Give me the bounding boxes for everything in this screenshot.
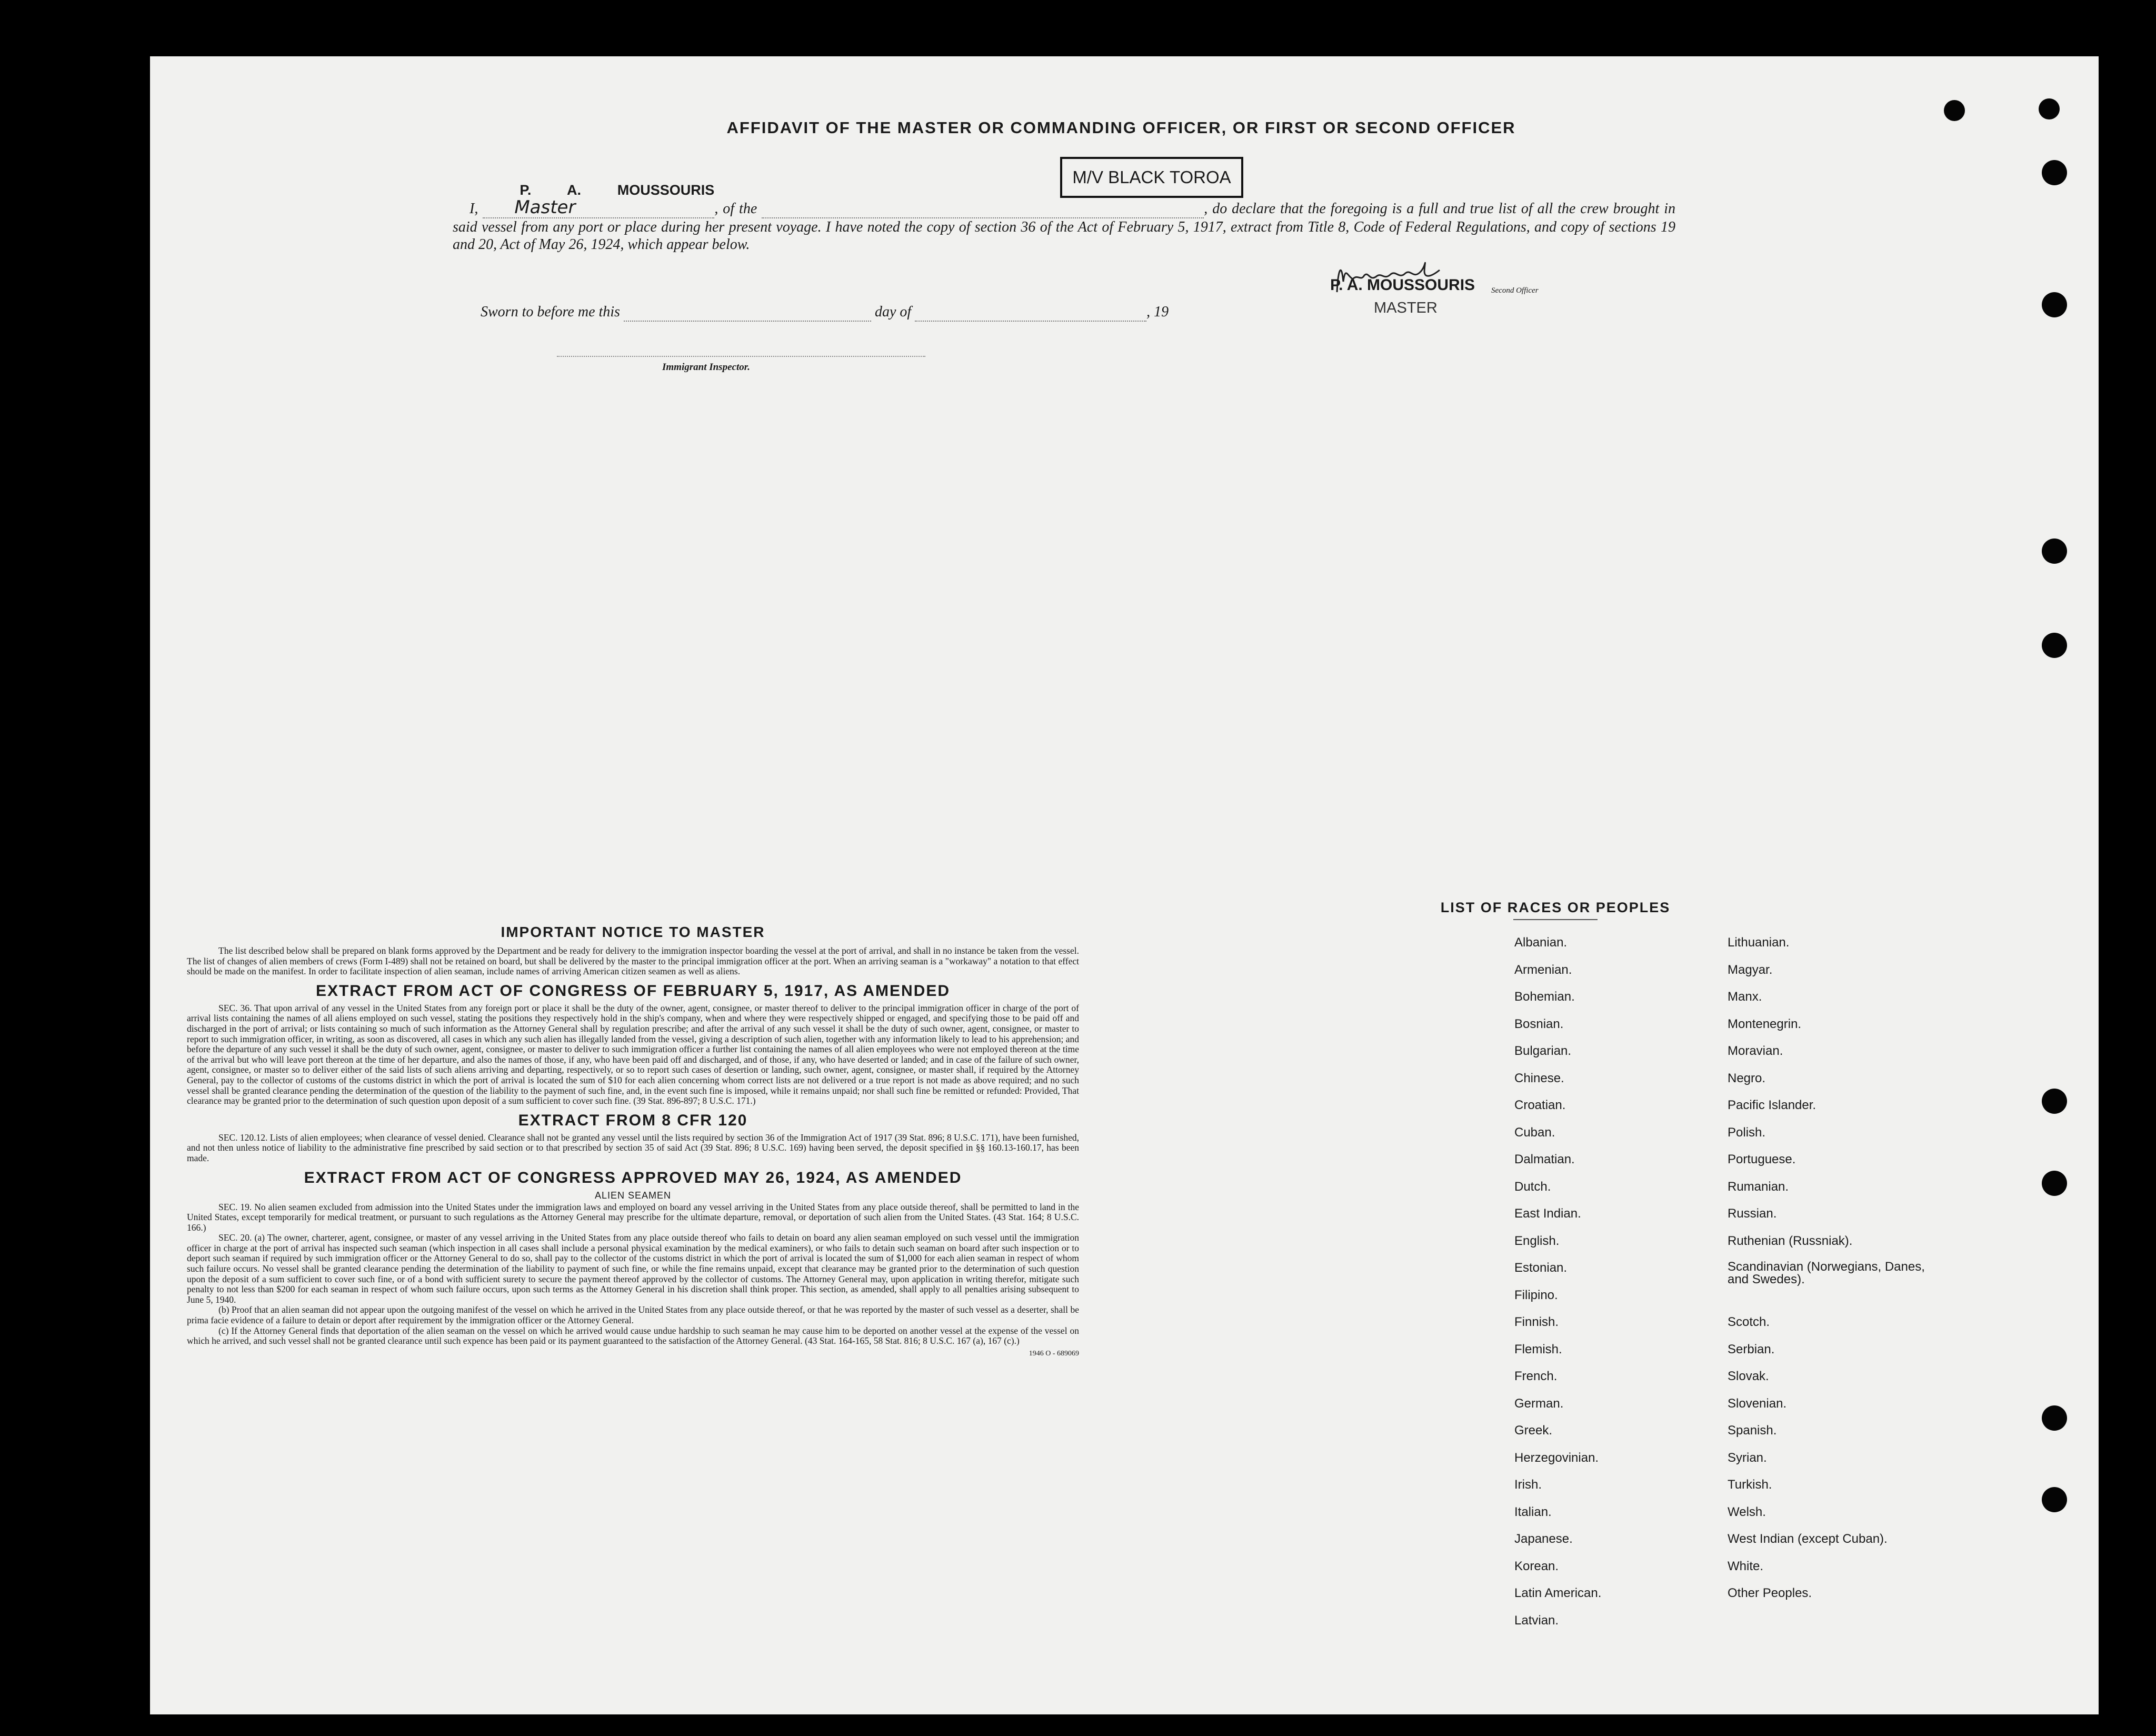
race-item: German. bbox=[1514, 1396, 1564, 1411]
race-item: Polish. bbox=[1728, 1125, 1766, 1140]
race-item: Dalmatian. bbox=[1514, 1152, 1575, 1166]
punch-hole bbox=[2042, 1171, 2067, 1196]
punch-hole bbox=[2042, 1405, 2067, 1431]
races-title: LIST OF RACES OR PEOPLES bbox=[1440, 900, 1671, 915]
race-item: Rumanian. bbox=[1728, 1179, 1789, 1194]
signature-title: MASTER bbox=[1374, 300, 1438, 316]
race-item: Herzegovinian. bbox=[1514, 1450, 1599, 1465]
races-title-rule bbox=[1513, 919, 1598, 920]
race-item: Bohemian. bbox=[1514, 990, 1575, 1004]
race-item: West Indian (except Cuban). bbox=[1728, 1532, 1888, 1546]
race-item: Korean. bbox=[1514, 1559, 1559, 1573]
race-item: Syrian. bbox=[1728, 1450, 1767, 1465]
races-list bbox=[1329, 900, 1925, 1628]
race-item: Moravian. bbox=[1728, 1044, 1783, 1058]
extract-cfr-text: SEC. 120.12. Lists of alien employees; when clearance of vessel denied. Clearance shall not be granted any vessel until the lists required by section 36 of the Immigration Act of 1917 (39 Stat. 896; 8 U.S.C. 171), have been furnished, and not then unless notice of liability to the administrative fine prescribed by said section or to that prescribed by section 35 of said Act (39 Stat. 896; 8 U.S.C. 169) having been served, the deposit specified in §§ 160.13-160.17, has been made. bbox=[187, 1132, 1079, 1163]
notices-section bbox=[187, 924, 1079, 1358]
race-item: Flemish. bbox=[1514, 1342, 1562, 1356]
race-item: Slovenian. bbox=[1728, 1396, 1787, 1411]
notice-title: IMPORTANT NOTICE TO MASTER bbox=[501, 924, 765, 940]
race-item: Turkish. bbox=[1728, 1478, 1772, 1492]
master-name: P. A. MOUSSOURIS bbox=[520, 182, 715, 198]
punch-hole bbox=[2042, 160, 2067, 185]
punch-hole bbox=[2042, 1089, 2067, 1114]
punch-hole bbox=[2039, 98, 2060, 119]
race-item: Latvian. bbox=[1514, 1613, 1559, 1628]
race-item: English. bbox=[1514, 1233, 1560, 1248]
race-item: Dutch. bbox=[1514, 1179, 1551, 1194]
race-item: East Indian. bbox=[1514, 1206, 1581, 1221]
year-label: , 19 bbox=[1146, 304, 1169, 320]
race-item: Pacific Islander. bbox=[1728, 1098, 1816, 1112]
races-column-2 bbox=[1728, 935, 1928, 1613]
signature-officer-caption: Second Officer bbox=[1491, 286, 1539, 295]
punch-hole bbox=[2042, 292, 2067, 317]
race-item: Bosnian. bbox=[1514, 1016, 1564, 1031]
declaration-body: that the foregoing is a full and true list of all the crew brought in said vessel from any port or place during her present voyage. I have noted the copy of section 36 of the Act of February 5, 1917, extract from Title 8, Code of Federal Regulations, and copy of sections 19 and 20, Act of May 26, 1924, which appear below. bbox=[453, 201, 1676, 253]
affidavit-heading: AFFIDAVIT OF THE MASTER OR COMMANDING OFFICER, OR FIRST OR SECOND OFFICER bbox=[726, 118, 1516, 137]
race-item: Armenian. bbox=[1514, 962, 1572, 977]
punch-hole bbox=[2042, 1487, 2067, 1512]
race-item: Bulgarian. bbox=[1514, 1044, 1572, 1058]
race-item: Montenegrin. bbox=[1728, 1016, 1802, 1031]
notice-text: The list described below shall be prepared on blank forms approved by the Department and be ready for delivery to the immigration inspector boarding the vessel at the port of arrival, and shall in no instance be taken from the vessel. The list of changes of alien members of crews (Form I-489) shall not be retained on board, but shall be delivered by the master to the principal immigration officer at the port. When an arriving seaman is a "workaway" a notation to that effect should be made on the manifest. In order to facilitate inspection of alien seaman, include names of arriving American citizen seamen as well as aliens. bbox=[187, 945, 1079, 977]
vessel-name-stamp: M/V BLACK TOROA bbox=[1060, 157, 1243, 198]
inspector-caption: Immigrant Inspector. bbox=[662, 362, 750, 373]
race-item: Albanian. bbox=[1514, 935, 1568, 950]
print-code: 1946 O - 689069 bbox=[1029, 1349, 1079, 1358]
race-item: Filipino. bbox=[1514, 1288, 1558, 1302]
race-item: Croatian. bbox=[1514, 1098, 1566, 1112]
punch-hole bbox=[2042, 633, 2067, 658]
extract-1924-sec20a: SEC. 20. (a) The owner, charterer, agent, consignee, or master of any vessel arriving in the United States from any place outside thereof who fails to detain on board any alien seaman employed on such vessel until the immigration officer in charge at the port of arrival has inspected such seaman (which inspection in all cases shall include a personal physical examination by the medical examiners), or who fails to detain such seaman on board after such inspection or to deport such seaman if required by such immigration officer or the Attorney General to do so, shall pay to the collector of the customs district in which the port of arrival is located the sum of $1,000 for each alien seaman in respect of whom such failure occurs. No vessel shall be granted clearance pending the determination of the liability to payment of such fine, or while the fine remains unpaid, except that clearance may be granted prior to the determination of such question upon the deposit of a sum sufficient to cover such fine, or of a bond with sufficient surety to secure the payment thereof approved by the collector of customs. The Attorney General may, upon application in writing therefor, mitigate such penalty to not less than $200 for each seaman in respect of whom such failure occurs, upon such terms as the Attorney General in his discretion shall think proper. This section, as amended, shall apply to all penalties arising subsequent to June 5, 1940. bbox=[187, 1232, 1079, 1305]
race-item: Magyar. bbox=[1728, 962, 1773, 977]
race-item: Negro. bbox=[1728, 1071, 1766, 1085]
extract-1924-sec20b: (b) Proof that an alien seaman did not appear upon the outgoing manifest of the vessel on which he arrived in the United States from any place outside thereof, or that he was reported by the master of such vessel as a deserter, shall be prima facie evidence of a failure to detain or deport after requirement by the immigration officer or the Attorney General. bbox=[187, 1304, 1079, 1326]
race-item: Scandinavian (Norwegians, Danes, and Swedes). bbox=[1728, 1260, 1925, 1286]
race-item: Slovak. bbox=[1728, 1369, 1769, 1383]
extract-1924-sec19: SEC. 19. No alien seamen excluded from admission into the United States under the immigration laws and employed on board any vessel arriving in the United States from any place outside thereof, shall be permitted to land in the United States, except temporarily for medical treatment, or pursuant to such regulations as the Attorney General may prescribe for the ultimate departure, removal, or deportation of such alien from the United States. (43 Stat. 164; 8 U.S.C. 166.) bbox=[187, 1201, 1079, 1233]
race-item: Portuguese. bbox=[1728, 1152, 1796, 1166]
signature-name: P. A. MOUSSOURIS bbox=[1330, 276, 1475, 294]
race-item: Japanese. bbox=[1514, 1532, 1573, 1546]
inspector-signature-line bbox=[557, 356, 925, 357]
race-item: Chinese. bbox=[1514, 1071, 1564, 1085]
race-item: Latin American. bbox=[1514, 1586, 1602, 1600]
race-item: Estonian. bbox=[1514, 1261, 1568, 1275]
race-item: Cuban. bbox=[1514, 1125, 1555, 1140]
extract-1917-title: EXTRACT FROM ACT OF CONGRESS OF FEBRUARY 5, 1917, AS AMENDED bbox=[315, 982, 951, 1000]
sworn-line bbox=[481, 304, 1169, 322]
race-item: White. bbox=[1728, 1559, 1764, 1573]
punch-hole bbox=[2042, 538, 2067, 564]
do-declare-label: , do declare bbox=[1204, 201, 1276, 217]
document-page bbox=[150, 56, 2099, 1714]
race-item: Welsh. bbox=[1728, 1504, 1766, 1519]
race-item: Manx. bbox=[1728, 990, 1762, 1004]
extract-cfr-title: EXTRACT FROM 8 CFR 120 bbox=[518, 1111, 748, 1129]
of-the-label: , of the bbox=[714, 201, 757, 217]
race-item: Finnish. bbox=[1514, 1315, 1559, 1329]
race-item: Irish. bbox=[1514, 1478, 1542, 1492]
extract-1924-title: EXTRACT FROM ACT OF CONGRESS APPROVED MAY 26, 1924, AS AMENDED bbox=[304, 1169, 962, 1186]
races-column-1 bbox=[1514, 935, 1601, 1640]
race-item: Ruthenian (Russniak). bbox=[1728, 1233, 1853, 1248]
punch-hole bbox=[1944, 100, 1965, 121]
i-label: I, bbox=[470, 201, 478, 217]
extract-1924-subtitle: ALIEN SEAMEN bbox=[594, 1190, 672, 1201]
race-item: Scotch. bbox=[1728, 1315, 1770, 1329]
race-item: French. bbox=[1514, 1369, 1558, 1383]
master-rank: Master bbox=[514, 197, 576, 218]
extract-1917-text: SEC. 36. That upon arrival of any vessel in the United States from any foreign port or place it shall be the duty of the owner, agent, consignee, or master thereof to deliver to the principal immigration officer in charge of the port of arrival lists containing the names of all aliens employed on such vessel, stating the positions they respectively hold in the ship's company, when and where they were respectively shipped or engaged, and specifying those to be paid off and discharged in the port of arrival; or lists containing so much of such information as the Attorney General shall by regulation prescribe; and after the arrival of any such vessel it shall be the duty of such owner, agent, consignee, or master to report to such immigration officer, in writing, as soon as discovered, all cases in which any such alien has illegally landed from the vessel, giving a description of such alien, together with any information likely to lead to his apprehension; and before the departure of any such vessel it shall be the duty of such owner, agent, consignee, or master to deliver to such immigration officer a further list containing the names of all alien employees who were not employed thereon at the time of the arrival but who will leave port thereon at the time of her departure, and also the names of those, if any, who have been paid off and discharged, and of those, if any, who have deserted or landed; and in case of the failure of such owner, agent, consignee, or master so to deliver either of the said lists of such aliens arriving and departing, respectively, or so to report such cases of desertion or landing, such owner, agent, consignee, or master shall, if required by the Attorney General, pay to the collector of customs of the customs district in which the port of arrival is located the sum of $10 for each alien concerning whom correct lists are not delivered or a true report is not made as above required; and no such vessel shall be granted clearance pending the determination of the question of the liability to the payment of such fine, and, in the event such fine is imposed, while it remains unpaid; nor shall such fine be remitted or refunded: Provided, That clearance may be granted prior to the determination of such question upon deposit of a sum sufficient to cover such fine. (39 Stat. 896-897; 8 U.S.C. 171.) bbox=[187, 1002, 1079, 1106]
sworn-label: Sworn to before me this bbox=[481, 304, 620, 320]
race-item: Russian. bbox=[1728, 1206, 1777, 1221]
race-item: Serbian. bbox=[1728, 1342, 1775, 1356]
race-item: Greek. bbox=[1514, 1423, 1553, 1438]
day-of-label: day of bbox=[874, 304, 912, 320]
race-item: Other Peoples. bbox=[1728, 1586, 1812, 1600]
race-item: Lithuanian. bbox=[1728, 935, 1790, 950]
race-item: Spanish. bbox=[1728, 1423, 1777, 1438]
extract-1924-sec20c: (c) If the Attorney General finds that deportation of the alien seaman on the vessel on which he arrived would cause undue hardship to such seaman he may cause him to be deported on another vessel at the expense of the vessel on which he arrived, and such vessel shall not be granted clearance until such expence has been paid or its payment guaranteed to the satisfaction of the Attorney General. (43 Stat. 164-165, 58 Stat. 816; 8 U.S.C. 167 (a), 167 (c).) bbox=[187, 1325, 1079, 1346]
race-item: Italian. bbox=[1514, 1504, 1552, 1519]
